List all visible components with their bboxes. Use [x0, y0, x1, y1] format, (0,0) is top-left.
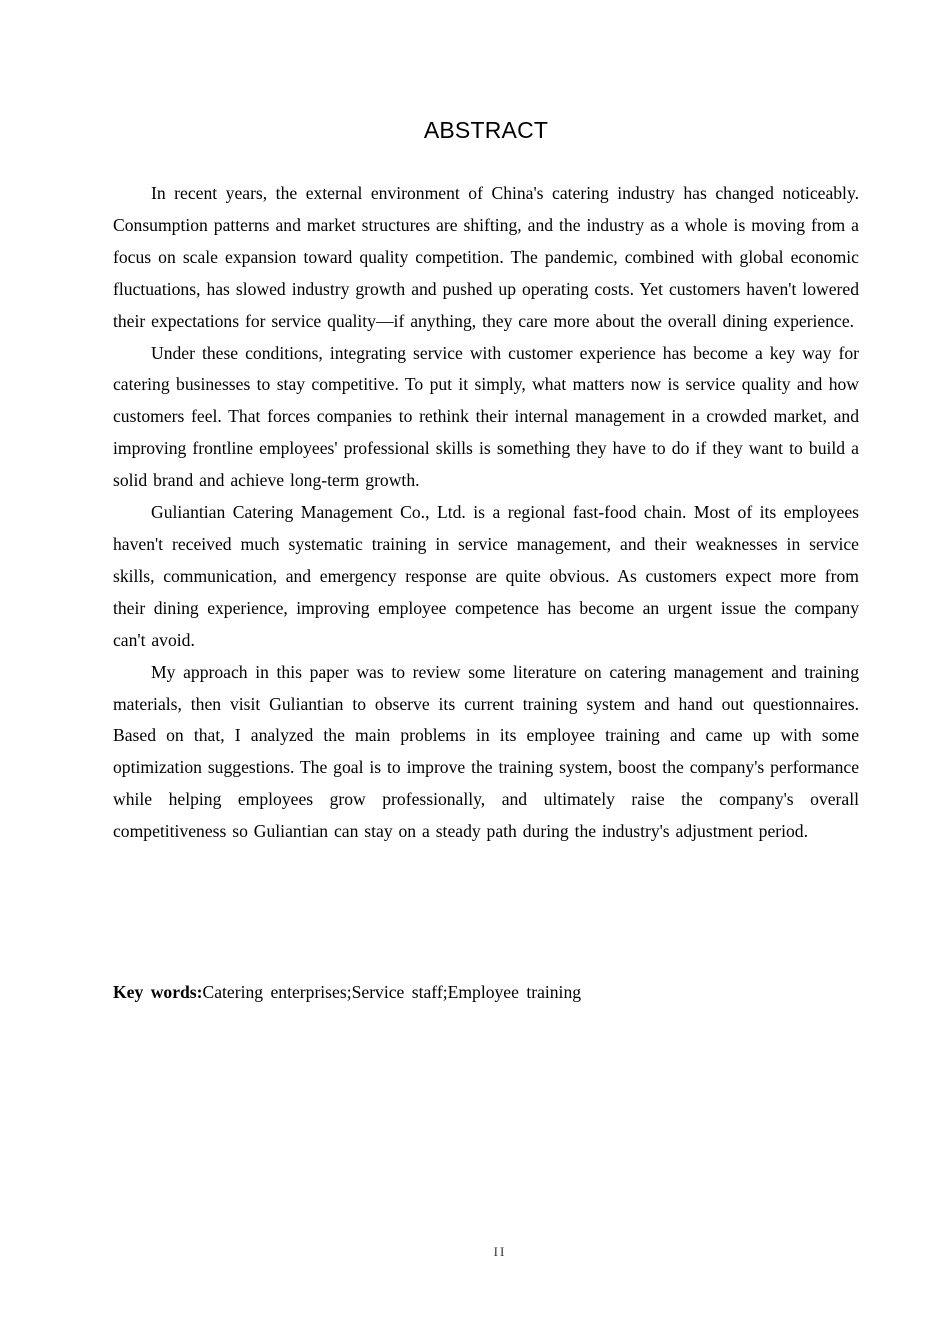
keyword-separator: ; — [442, 982, 448, 1002]
keyword-item: Catering enterprises — [202, 982, 347, 1002]
keyword-item: Employee training — [447, 982, 582, 1002]
abstract-body — [113, 178, 859, 848]
keyword-separator: ; — [346, 982, 352, 1002]
abstract-title: ABSTRACT — [423, 117, 549, 143]
page-number: II — [493, 1244, 507, 1259]
abstract-paragraph-2: Under these conditions, integrating service with customer experience has become a key way for catering businesses to stay competitive. To put it simply, what matters now is service quality and how customers feel. That forces companies to rethink their internal management in a crowded market, and improving frontline employees' professional skills is something they have to do if they want to build a solid brand and achieve long-term growth. — [113, 342, 859, 491]
keywords-line — [113, 976, 859, 1008]
keywords-label: Key words: — [113, 982, 203, 1002]
keyword-item: Service staff — [351, 982, 443, 1002]
abstract-paragraph-1: In recent years, the external environment of China's catering industry has changed noticeably. Consumption patterns and market structures are shifting, and the industry as a whole is moving from a focus on scale expansion toward quality competition. The pandemic, combined with global economic fluctuations, has slowed industry growth and pushed up operating costs. Yet customers haven't lowered their expectations for service quality—if anything, they care more about the overall dining experience. — [113, 183, 859, 331]
abstract-paragraph-3: Guliantian Catering Management Co., Ltd. is a regional fast-food chain. Most of its employees haven't received much systematic training in service management, and their weaknesses in service skills, communication, and emergency response are quite obvious. As customers expect more from their dining experience, improving employee competence has become an urgent issue the company can't avoid. — [113, 502, 859, 650]
abstract-paragraph-4: My approach in this paper was to review some literature on catering management and training materials, then visit Guliantian to observe its current training system and hand out questionnaires. Based on that, I analyzed the main problems in its employee training and came up with some optimization suggestions. The goal is to improve the training system, boost the company's performance while helping employees grow professionally, and ultimately raise the company's overall competitiveness so Guliantian can stay on a steady path during the industry's adjustment period. — [113, 661, 859, 842]
